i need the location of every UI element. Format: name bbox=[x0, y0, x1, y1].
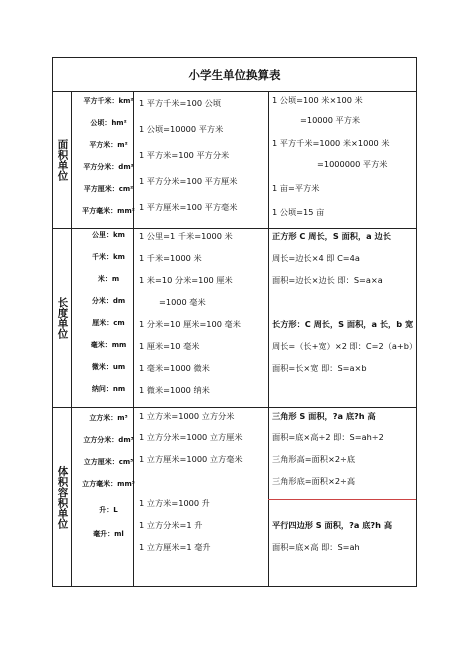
conversion-table bbox=[52, 57, 417, 587]
row-divider bbox=[53, 228, 416, 229]
unit-label: 公顷：hm² bbox=[90, 119, 127, 127]
row-divider bbox=[53, 407, 416, 408]
conversion-text: 1 平方厘米=100 平方毫米 bbox=[139, 202, 238, 212]
formula-text: 周长=边长×4 即 C=4a bbox=[272, 253, 360, 263]
conversion-text: 1 公顷=10000 平方米 bbox=[139, 124, 224, 134]
unit-label: 平方毫米：mm² bbox=[82, 207, 135, 215]
unit-label: 毫升：ml bbox=[93, 530, 124, 538]
conversion-text: 1 立方厘米=1000 立方毫米 bbox=[139, 454, 243, 464]
conversion-text: 1 立方分米=1000 立方厘米 bbox=[139, 432, 243, 442]
unit-label: 厘米：cm bbox=[92, 319, 125, 327]
conversion-text: 1 分米=10 厘米=100 毫米 bbox=[139, 319, 241, 329]
note-text: =1000000 平方米 bbox=[317, 159, 388, 169]
category-volume: 体积容积单位 bbox=[56, 466, 69, 529]
unit-label: 立方厘米：cm³ bbox=[83, 458, 134, 466]
formula-text: 面积=底×高 即：S=ah bbox=[272, 542, 360, 552]
note-text: =10000 平方米 bbox=[300, 115, 361, 125]
formula-heading: 平行四边形 S 面积，?a 底?h 高 bbox=[272, 520, 393, 530]
unit-label: 微米：um bbox=[91, 363, 126, 371]
unit-label: 平方米：m² bbox=[89, 141, 128, 149]
category-area: 面积单位 bbox=[56, 138, 69, 181]
unit-label: 纳问：nm bbox=[91, 385, 126, 393]
unit-label: 平方厘米：cm² bbox=[83, 185, 134, 193]
conversion-text: 1 厘米=10 毫米 bbox=[139, 341, 200, 351]
conversion-text: 1 毫米=1000 微米 bbox=[139, 363, 210, 373]
formula-text: 周长=（长+宽）×2 即：C=2（a+b） bbox=[272, 341, 418, 351]
unit-label: 平方分米：dm² bbox=[83, 163, 134, 171]
conversion-text: 1 公里=1 千米=1000 米 bbox=[139, 231, 233, 241]
conversion-text: 1 立方厘米=1 毫升 bbox=[139, 542, 211, 552]
formula-text: 三角形底=面积×2÷高 bbox=[272, 476, 356, 486]
conversion-text: 1 米=10 分米=100 厘米 bbox=[139, 275, 233, 285]
formula-heading: 长方形：C 周长，S 面积，a 长，b 宽 bbox=[272, 319, 414, 329]
conversion-text: 1 平方米=100 平方分米 bbox=[139, 150, 230, 160]
table-title: 小学生单位换算表 bbox=[53, 58, 416, 92]
formula-heading: 正方形 C 周长，S 面积，a 边长 bbox=[272, 231, 391, 241]
unit-label: 毫米：mm bbox=[90, 341, 127, 349]
note-text: 1 公顷=100 米×100 米 bbox=[272, 95, 363, 105]
formula-text: 面积=长×宽 即：S=a×b bbox=[272, 363, 367, 373]
conversion-text: 1 平方千米=100 公顷 bbox=[139, 98, 222, 108]
formula-text: 三角形高=面积×2÷底 bbox=[272, 454, 356, 464]
formula-text: 面积=底×高÷2 即：S=ah÷2 bbox=[272, 432, 384, 442]
formula-text: 面积=边长×边长 即：S=a×a bbox=[272, 275, 383, 285]
note-text: 1 亩=平方米 bbox=[272, 183, 320, 193]
conversion-text: 1 千米=1000 米 bbox=[139, 253, 202, 263]
unit-label: 立方米：m³ bbox=[89, 414, 128, 422]
formula-heading: 三角形 S 面积，?a 底?h 高 bbox=[272, 411, 376, 421]
conversion-text: =1000 毫米 bbox=[159, 297, 206, 307]
unit-label: 立方毫米：mm³ bbox=[82, 480, 135, 488]
category-length: 长度单位 bbox=[56, 296, 69, 339]
unit-label: 升：L bbox=[99, 506, 118, 514]
unit-label: 分米：dm bbox=[91, 297, 126, 305]
unit-label: 公里：km bbox=[92, 231, 125, 239]
conversion-text: 1 立方米=1000 立方分米 bbox=[139, 411, 235, 421]
column-divider bbox=[268, 91, 269, 586]
unit-label: 米：m bbox=[97, 275, 120, 283]
conversion-text: 1 微米=1000 纳米 bbox=[139, 385, 210, 395]
conversion-text: 1 平方分米=100 平方厘米 bbox=[139, 176, 238, 186]
red-divider bbox=[268, 499, 416, 500]
unit-label: 千米：km bbox=[92, 253, 125, 261]
note-text: 1 平方千米=1000 米×1000 米 bbox=[272, 138, 390, 148]
unit-label: 立方分米：dm³ bbox=[83, 436, 134, 444]
note-text: 1 公顷=15 亩 bbox=[272, 207, 325, 217]
unit-label: 平方千米：km² bbox=[83, 97, 134, 105]
conversion-text: 1 立方分米=1 升 bbox=[139, 520, 203, 530]
conversion-text: 1 立方米=1000 升 bbox=[139, 498, 210, 508]
